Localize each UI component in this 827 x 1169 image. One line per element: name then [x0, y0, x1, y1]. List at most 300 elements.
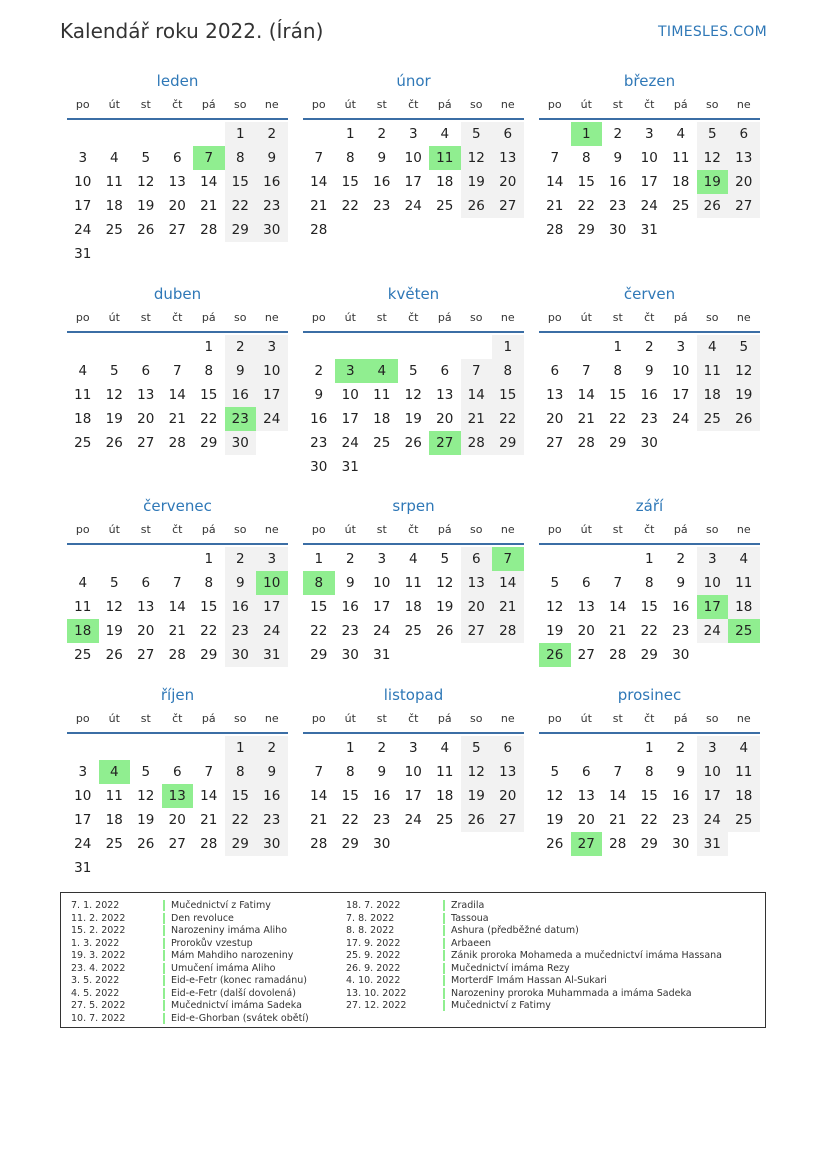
calendar-day: 30	[341, 647, 359, 663]
calendar-day: 26	[105, 435, 123, 451]
calendar-day: 31	[373, 647, 391, 663]
calendar-day: 27	[137, 435, 155, 451]
calendar-day: 16	[640, 387, 658, 403]
site-link[interactable]: TIMESLES.COM	[658, 24, 767, 40]
weekday-label: so	[234, 523, 247, 536]
weekday-label: pá	[201, 311, 216, 324]
calendar-day: 14	[492, 571, 524, 595]
weekday-label: ne	[736, 311, 751, 324]
calendar-day: 13	[137, 387, 155, 403]
calendar-day: 23	[373, 198, 391, 214]
calendar-day: 9	[225, 359, 257, 383]
calendar-day: 11	[74, 387, 92, 403]
calendar-day: 18	[436, 174, 454, 190]
calendar-day: 19	[546, 623, 564, 639]
month-divider	[303, 331, 524, 333]
calendar-day: 13	[492, 760, 524, 784]
calendar-day: 11	[105, 174, 123, 190]
calendar-day: 8	[581, 150, 591, 166]
calendar-day: 6	[728, 122, 760, 146]
calendar-day: 6	[141, 363, 151, 379]
weekday-label: čt	[172, 98, 183, 111]
calendar-day: 16	[256, 784, 288, 808]
calendar-day: 26	[105, 647, 123, 663]
legend-holiday-name: Arbaeen	[451, 937, 491, 949]
calendar-day: 14	[310, 788, 328, 804]
legend-marker	[163, 950, 165, 961]
weekday-label: pá	[201, 523, 216, 536]
calendar-day: 10	[373, 575, 391, 591]
calendar-day: 4	[78, 575, 88, 591]
calendar-day: 2	[676, 551, 686, 567]
month-name: březen	[623, 72, 676, 90]
holiday-day: 4	[366, 359, 398, 383]
weekday-label: út	[344, 523, 356, 536]
calendar-day: 15	[577, 174, 595, 190]
weekday-label: út	[344, 98, 356, 111]
calendar-day: 6	[492, 122, 524, 146]
legend-marker	[163, 900, 165, 911]
weekday-label: út	[580, 523, 592, 536]
calendar-day: 3	[256, 335, 288, 359]
weekday-label: ne	[500, 523, 515, 536]
calendar-day: 8	[613, 363, 623, 379]
legend-marker	[443, 963, 445, 974]
calendar-day: 23	[672, 623, 690, 639]
calendar-day: 29	[225, 832, 257, 856]
calendar-day: 5	[109, 575, 119, 591]
legend-holiday-name: Zánik proroka Mohameda a mučednictví imáma Hassana	[451, 950, 723, 961]
calendar-day: 28	[577, 435, 595, 451]
month-name: prosinec	[617, 686, 682, 704]
calendar-day: 17	[697, 784, 729, 808]
weekday-label: so	[234, 98, 247, 111]
calendar-day: 26	[461, 808, 493, 832]
calendar-day: 28	[200, 836, 218, 852]
legend-date: 7. 1. 2022	[71, 900, 120, 911]
calendar-day: 15	[310, 599, 328, 615]
legend-date: 23. 4. 2022	[71, 962, 126, 974]
legend-date: 11. 2. 2022	[71, 912, 126, 924]
holiday-day: 4	[99, 760, 131, 784]
holiday-day: 17	[697, 595, 729, 619]
weekday-label: ne	[264, 712, 279, 725]
legend-holiday-name: Umučení imáma Aliho	[171, 962, 276, 974]
calendar-day: 5	[728, 335, 760, 359]
calendar-day: 11	[404, 575, 422, 591]
calendar-day: 18	[373, 411, 391, 427]
calendar-day: 12	[546, 788, 564, 804]
calendar-day: 22	[200, 411, 218, 427]
month-divider	[67, 331, 288, 333]
month-name: únor	[396, 72, 431, 90]
weekday-label: so	[234, 311, 247, 324]
calendar-day: 12	[461, 760, 493, 784]
legend-marker	[443, 900, 445, 911]
legend-holiday-name: Zradila	[451, 900, 485, 911]
calendar-day: 5	[141, 764, 151, 780]
calendar-day: 3	[256, 547, 288, 571]
calendar-day: 25	[672, 198, 690, 214]
calendar-day: 20	[546, 411, 564, 427]
calendar-day: 14	[200, 174, 218, 190]
legend-holiday-name: Eid-e-Fetr (konec ramadánu)	[171, 975, 308, 986]
calendar-day: 21	[609, 623, 627, 639]
calendar-day: 10	[640, 150, 658, 166]
calendar-day: 8	[225, 760, 257, 784]
legend-marker	[163, 963, 165, 974]
calendar-day: 18	[74, 411, 92, 427]
calendar-day: 16	[225, 383, 257, 407]
calendar-day: 12	[404, 387, 422, 403]
holiday-day: 11	[429, 146, 461, 170]
calendar-day: 20	[137, 411, 155, 427]
calendar-day: 2	[345, 551, 355, 567]
legend-holiday-name: Mučednictví imáma Rezy	[451, 962, 570, 974]
calendar-day: 5	[109, 363, 119, 379]
legend-date: 8. 8. 2022	[346, 925, 395, 936]
legend-date: 15. 2. 2022	[71, 925, 126, 936]
calendar-day: 8	[644, 575, 654, 591]
calendar-day: 15	[341, 174, 359, 190]
calendar-day: 19	[105, 411, 123, 427]
calendar-day: 24	[74, 836, 92, 852]
calendar-day: 24	[341, 435, 359, 451]
legend-date: 19. 3. 2022	[71, 950, 126, 961]
calendar-day: 20	[168, 812, 186, 828]
calendar-day: 11	[672, 150, 690, 166]
legend-holiday-name: Narozeniny imáma Aliho	[171, 925, 288, 936]
month-divider	[539, 331, 760, 333]
legend-holiday-name: Mučednictví imáma Sadeka	[171, 1000, 302, 1011]
calendar-day: 30	[256, 832, 288, 856]
legend-date: 1. 3. 2022	[71, 937, 120, 949]
calendar-day: 24	[373, 623, 391, 639]
calendar-day: 30	[609, 222, 627, 238]
calendar-day: 11	[436, 764, 454, 780]
legend-holiday-name: Eid-e-Fetr (další dovolená)	[171, 987, 296, 999]
calendar-day: 11	[373, 387, 391, 403]
weekday-label: čt	[408, 712, 419, 725]
calendar-day: 6	[581, 764, 591, 780]
calendar-day: 20	[461, 595, 493, 619]
calendar-day: 21	[609, 812, 627, 828]
calendar-day: 8	[492, 359, 524, 383]
weekday-label: st	[376, 712, 387, 725]
weekday-label: út	[108, 98, 120, 111]
calendar-day: 28	[546, 222, 564, 238]
calendar-day: 11	[74, 599, 92, 615]
calendar-day: 23	[640, 411, 658, 427]
calendar-day: 6	[550, 363, 560, 379]
calendar-day: 5	[461, 736, 493, 760]
calendar-day: 23	[341, 623, 359, 639]
weekday-label: čt	[644, 98, 655, 111]
month-divider	[539, 118, 760, 120]
weekday-label: so	[470, 98, 483, 111]
calendar-day: 7	[550, 150, 560, 166]
calendar-day: 3	[78, 764, 88, 780]
legend-holiday-name: Narozeniny proroka Muhammada a imáma Sadeka	[451, 987, 692, 999]
holiday-day: 7	[492, 547, 524, 571]
calendar-day: 30	[256, 218, 288, 242]
calendar-day: 11	[105, 788, 123, 804]
calendar-day: 9	[377, 150, 387, 166]
calendar-day: 29	[640, 836, 658, 852]
calendar-day: 19	[461, 170, 493, 194]
calendar-day: 20	[168, 198, 186, 214]
month-červen	[539, 285, 760, 485]
legend-marker	[163, 1013, 165, 1024]
calendar-day: 30	[672, 836, 690, 852]
weekday-label: út	[580, 311, 592, 324]
calendar-day: 21	[310, 198, 328, 214]
calendar-day: 5	[550, 764, 560, 780]
calendar-day: 2	[256, 736, 288, 760]
weekday-label: čt	[172, 523, 183, 536]
calendar-day: 9	[676, 575, 686, 591]
calendar-day: 17	[256, 595, 288, 619]
weekday-label: so	[706, 523, 719, 536]
calendar-day: 3	[408, 126, 418, 142]
weekday-label: út	[344, 712, 356, 725]
calendar-day: 13	[546, 387, 564, 403]
calendar-day: 2	[256, 122, 288, 146]
month-name: říjen	[160, 686, 195, 704]
calendar-day: 8	[204, 575, 214, 591]
calendar-day: 8	[345, 764, 355, 780]
weekday-label: čt	[172, 712, 183, 725]
calendar-day: 21	[168, 411, 186, 427]
legend-marker	[443, 938, 445, 949]
calendar-day: 14	[461, 383, 493, 407]
weekday-label: po	[75, 98, 90, 111]
calendar-day: 19	[546, 812, 564, 828]
month-březen	[539, 72, 760, 272]
calendar-day: 24	[697, 808, 729, 832]
calendar-day: 28	[492, 619, 524, 643]
calendar-day: 29	[200, 435, 218, 451]
calendar-day: 4	[109, 150, 119, 166]
holiday-day: 18	[67, 619, 99, 643]
calendar-day: 31	[341, 459, 359, 475]
calendar-day: 13	[728, 146, 760, 170]
calendar-day: 16	[672, 788, 690, 804]
calendar-day: 15	[200, 387, 218, 403]
calendar-day: 24	[404, 812, 422, 828]
weekday-label: po	[547, 712, 562, 725]
calendar-day: 21	[168, 623, 186, 639]
calendar-day: 17	[74, 812, 92, 828]
calendar-day: 7	[613, 764, 623, 780]
month-říjen	[67, 686, 288, 886]
calendar-day: 27	[168, 222, 186, 238]
month-září	[539, 497, 760, 697]
calendar-day: 18	[105, 198, 123, 214]
calendar-day: 23	[310, 435, 328, 451]
calendar-day: 9	[377, 764, 387, 780]
legend-date: 27. 5. 2022	[71, 1000, 126, 1011]
month-name: listopad	[383, 686, 444, 704]
calendar-day: 22	[200, 623, 218, 639]
weekday-label: st	[376, 98, 387, 111]
calendar-day: 18	[728, 595, 760, 619]
legend-marker	[443, 913, 445, 924]
calendar-day: 26	[728, 407, 760, 431]
calendar-day: 16	[341, 599, 359, 615]
calendar-day: 25	[404, 623, 422, 639]
calendar-day: 10	[74, 788, 92, 804]
calendar-day: 26	[436, 623, 454, 639]
calendar-day: 14	[546, 174, 564, 190]
calendar-day: 30	[640, 435, 658, 451]
calendar-day: 22	[609, 411, 627, 427]
weekday-label: pá	[673, 98, 688, 111]
calendar-day: 5	[461, 122, 493, 146]
calendar-day: 22	[225, 808, 257, 832]
month-divider	[539, 732, 760, 734]
calendar-day: 2	[676, 740, 686, 756]
calendar-day: 15	[200, 599, 218, 615]
month-name: leden	[156, 72, 199, 90]
calendar-day: 20	[577, 812, 595, 828]
calendar-day: 22	[310, 623, 328, 639]
calendar-day: 3	[644, 126, 654, 142]
calendar-day: 4	[408, 551, 418, 567]
calendar-day: 23	[256, 194, 288, 218]
calendar-day: 24	[404, 198, 422, 214]
month-srpen	[303, 497, 524, 697]
calendar-day: 7	[204, 764, 214, 780]
calendar-day: 2	[377, 740, 387, 756]
calendar-day: 6	[440, 363, 450, 379]
calendar-day: 25	[436, 198, 454, 214]
month-name: červenec	[143, 497, 212, 515]
calendar-day: 18	[728, 784, 760, 808]
legend-holiday-name: Ashura (předběžné datum)	[451, 925, 579, 936]
weekday-label: út	[580, 98, 592, 111]
calendar-day: 21	[492, 595, 524, 619]
calendar-day: 14	[310, 174, 328, 190]
legend-date: 17. 9. 2022	[346, 937, 401, 949]
calendar-day: 1	[644, 740, 654, 756]
calendar-day: 15	[609, 387, 627, 403]
legend-holiday-name: Mučednictví z Fatimy	[171, 900, 271, 911]
calendar-day: 28	[609, 836, 627, 852]
calendar-day: 11	[728, 760, 760, 784]
weekday-label: pá	[437, 712, 452, 725]
calendar-day: 20	[577, 623, 595, 639]
calendar-day: 21	[310, 812, 328, 828]
weekday-label: po	[547, 523, 562, 536]
calendar-day: 21	[200, 198, 218, 214]
weekday-label: út	[108, 523, 120, 536]
calendar-day: 8	[204, 363, 214, 379]
calendar-day: 7	[581, 363, 591, 379]
weekday-label: st	[376, 311, 387, 324]
calendar-day: 8	[225, 146, 257, 170]
calendar-day: 16	[310, 411, 328, 427]
calendar-day: 1	[204, 551, 214, 567]
calendar-day: 30	[225, 431, 257, 455]
weekday-label: ne	[736, 712, 751, 725]
month-listopad	[303, 686, 524, 886]
weekday-label: pá	[437, 98, 452, 111]
calendar-day: 1	[345, 740, 355, 756]
calendar-day: 2	[377, 126, 387, 142]
calendar-day: 17	[341, 411, 359, 427]
calendar-day: 12	[461, 146, 493, 170]
calendar-day: 29	[200, 647, 218, 663]
weekday-label: po	[311, 311, 326, 324]
weekday-label: st	[140, 311, 151, 324]
calendar-day: 4	[676, 126, 686, 142]
calendar-day: 19	[436, 599, 454, 615]
calendar-day: 19	[137, 198, 155, 214]
calendar-day: 14	[577, 387, 595, 403]
calendar-day: 13	[492, 146, 524, 170]
calendar-day: 22	[640, 812, 658, 828]
calendar-day: 13	[461, 571, 493, 595]
calendar-day: 27	[492, 808, 524, 832]
calendar-day: 12	[546, 599, 564, 615]
holiday-day: 1	[571, 122, 603, 146]
legend-date: 27. 12. 2022	[346, 1000, 407, 1011]
weekday-label: so	[706, 311, 719, 324]
legend-date: 4. 5. 2022	[71, 987, 120, 999]
calendar-day: 4	[440, 126, 450, 142]
calendar-day: 5	[408, 363, 418, 379]
calendar-day: 20	[728, 170, 760, 194]
weekday-label: so	[470, 311, 483, 324]
calendar-day: 1	[225, 736, 257, 760]
calendar-day: 14	[200, 788, 218, 804]
calendar-day: 1	[225, 122, 257, 146]
calendar-day: 4	[440, 740, 450, 756]
month-květen	[303, 285, 524, 485]
month-divider	[67, 732, 288, 734]
month-divider	[67, 543, 288, 545]
calendar-day: 18	[672, 174, 690, 190]
calendar-day: 23	[609, 198, 627, 214]
weekday-label: čt	[408, 523, 419, 536]
calendar-day: 10	[697, 760, 729, 784]
calendar-day: 3	[408, 740, 418, 756]
weekday-label: pá	[673, 523, 688, 536]
weekday-label: ne	[736, 523, 751, 536]
calendar-day: 25	[74, 647, 92, 663]
calendar-day: 21	[461, 407, 493, 431]
calendar-day: 27	[137, 647, 155, 663]
calendar-day: 9	[256, 760, 288, 784]
month-únor	[303, 72, 524, 272]
calendar-day: 30	[672, 647, 690, 663]
calendar-day: 3	[78, 150, 88, 166]
weekday-label: ne	[264, 98, 279, 111]
month-name: září	[635, 497, 664, 515]
calendar-day: 1	[492, 335, 524, 359]
calendar-day: 17	[672, 387, 690, 403]
weekday-label: pá	[201, 98, 216, 111]
calendar-day: 7	[314, 764, 324, 780]
calendar-day: 10	[74, 174, 92, 190]
weekday-label: st	[612, 523, 623, 536]
legend-date: 13. 10. 2022	[346, 987, 407, 999]
holiday-day: 27	[429, 431, 461, 455]
weekday-label: st	[140, 712, 151, 725]
calendar-day: 20	[492, 784, 524, 808]
calendar-day: 30	[373, 836, 391, 852]
